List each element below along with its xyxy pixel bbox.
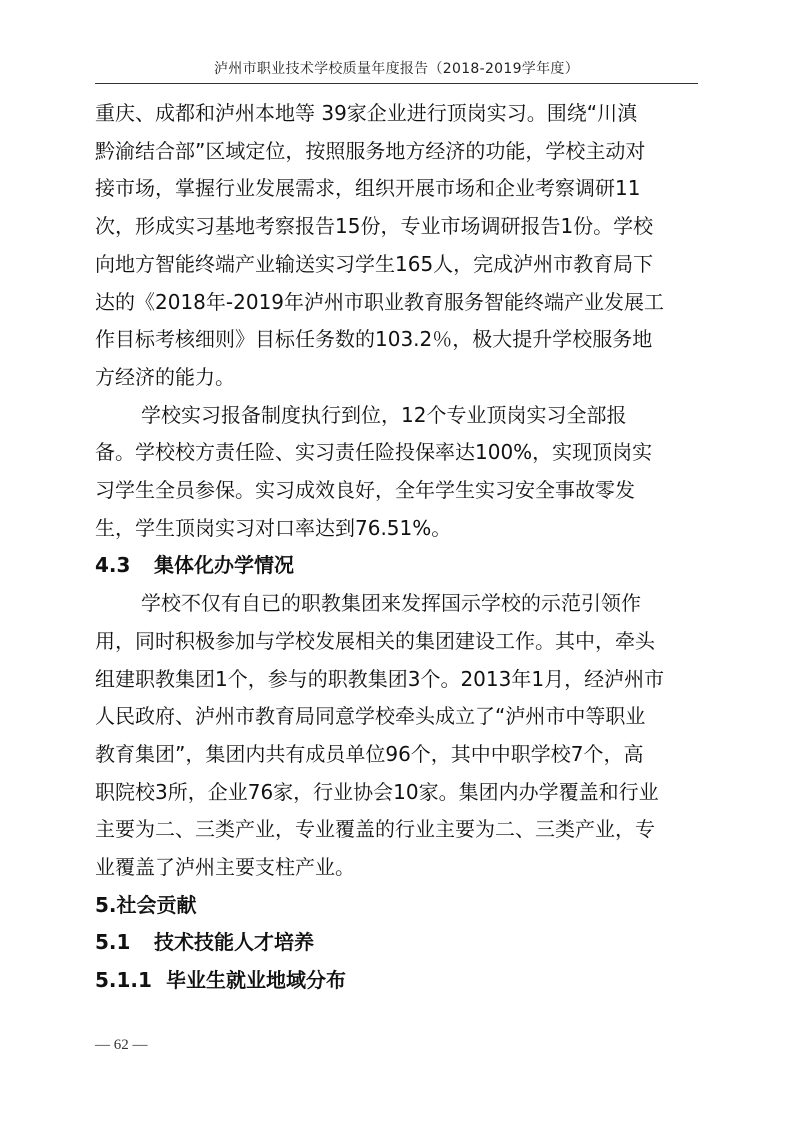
section-title: 毕业生就业地域分布 — [165, 968, 346, 993]
text-line: 人民政府、泸州市教育局同意学校牵头成立了“泸州市中等职业 — [95, 704, 646, 729]
section-heading-5-1 — [95, 924, 698, 962]
text-line: 教育集团”，集团内共有成员单位96个，其中中职学校7个，高 — [95, 741, 644, 766]
text-line: 重庆、成都和泸州本地等 39家企业进行顶岗实习。围绕“川滇 — [95, 101, 638, 125]
text-line: 次，形成实习基地考察报告15份，专业市场调研报告1份。学校 — [95, 214, 654, 239]
text-line: 习学生全员参保。实习成效良好，全年学生实习安全事故零发 — [95, 478, 635, 503]
text-line: 生，学生顶岗实习对口率达到76.51%。 — [95, 515, 452, 540]
text-line: 职院校3所，企业76家，行业协会10家。集团内办学覆盖和行业 — [95, 779, 659, 804]
text-line: 学校实习报备制度执行到位，12个专业顶岗实习全部报 — [141, 402, 627, 427]
text-line: 学校不仅有自已的职教集团来发挥国示学校的示范引领作 — [141, 591, 641, 616]
page-header-title: 泸州市职业技术学校质量年度报告（2018-2019学年度） — [213, 61, 579, 77]
section-title: 技术技能人才培养 — [153, 930, 314, 955]
paragraph-internship-insurance — [95, 397, 698, 548]
section-heading-5-1-1 — [95, 962, 698, 1000]
text-line: 备。学校校方责任险、实习责任险投保率达100%，实现顶岗实 — [95, 440, 653, 465]
text-line: 向地方智能终端产业输送实习学生165人，完成泸州市教育局下 — [95, 251, 654, 276]
section-number: 5.1.1 — [95, 968, 152, 993]
text-line: 用，同时积极参加与学校发展相关的集团建设工作。其中，牵头 — [95, 628, 655, 653]
header-divider — [95, 83, 698, 84]
paragraph-internship-enterprises — [95, 95, 698, 397]
section-title: 5.社会贡献 — [95, 892, 197, 917]
section-title: 集体化办学情况 — [153, 553, 294, 578]
document-body — [95, 95, 698, 1000]
text-line: 业覆盖了泸州主要支柱产业。 — [95, 855, 355, 880]
text-line: 作目标考核细则》目标任务数的103.2％，极大提升学校服务地 — [95, 327, 653, 352]
text-line: 黔渝结合部”区域定位，按照服务地方经济的功能，学校主动对 — [95, 138, 646, 163]
section-number: 5.1 — [95, 930, 131, 955]
page-number: — 62 — — [95, 1037, 148, 1053]
paragraph-group-education — [95, 585, 698, 887]
section-heading-4-3 — [95, 547, 698, 585]
text-line: 接市场，掌握行业发展需求，组织开展市场和企业考察调研11 — [95, 176, 641, 201]
section-number: 4.3 — [95, 553, 131, 578]
text-line: 方经济的能力。 — [95, 364, 235, 389]
section-heading-5 — [95, 887, 698, 925]
text-line: 主要为二、三类产业，专业覆盖的行业主要为二、三类产业，专 — [95, 817, 655, 842]
text-line: 达的《2018年-2019年泸州市职业教育服务智能终端产业发展工 — [95, 289, 665, 314]
text-line: 组建职教集团1个，参与的职教集团3个。2013年1月，经泸州市 — [95, 666, 665, 691]
